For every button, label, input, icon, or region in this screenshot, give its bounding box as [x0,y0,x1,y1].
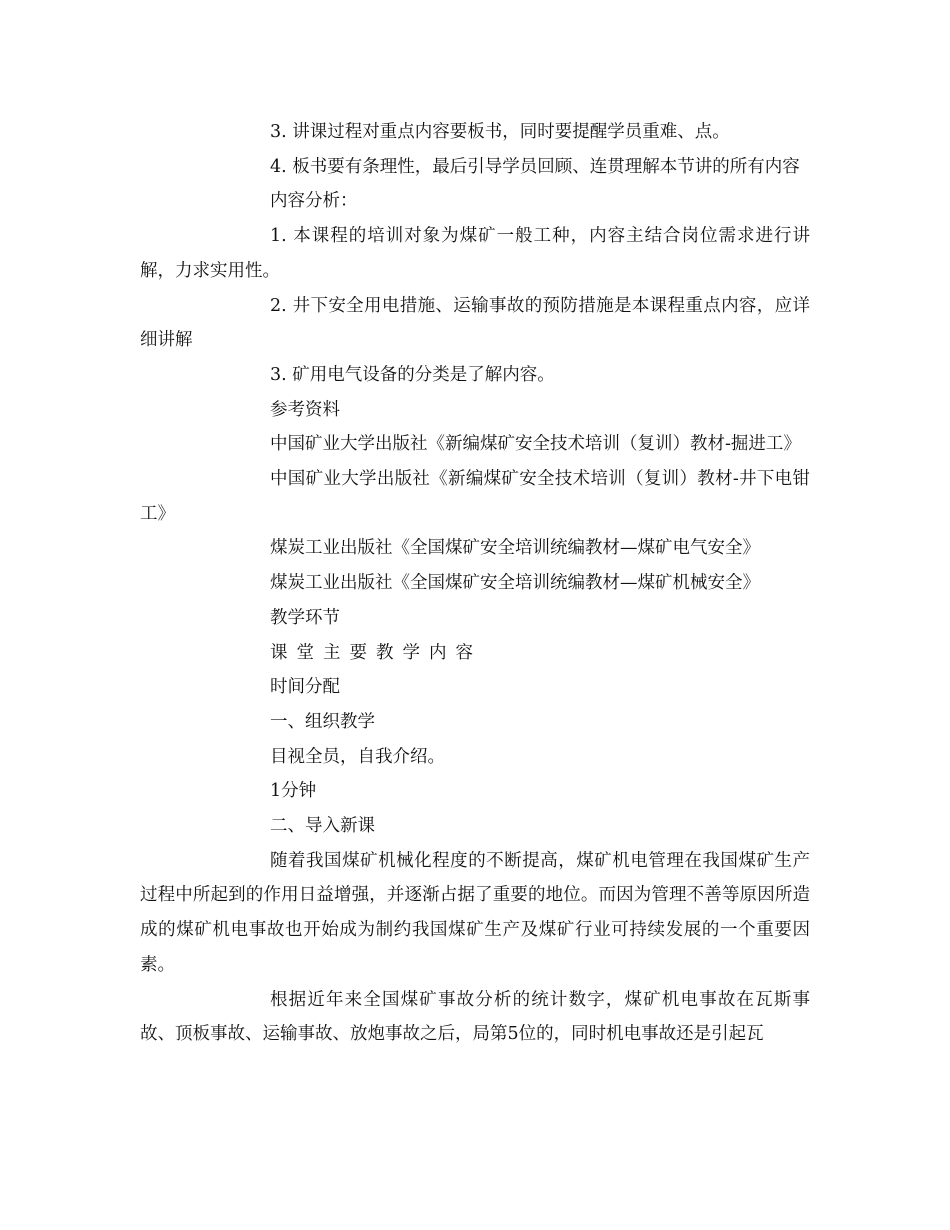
reference-item-4: 煤炭工业出版社《全国煤矿安全培训统编教材—煤矿机械安全》 [270,573,760,594]
reference-item-2: 中国矿业大学出版社《新编煤矿安全技术培训（复训）教材-井下电钳工》 [140,469,810,524]
section-heading-organize: 一、组织教学 [270,711,375,732]
section-heading-content-analysis: 内容分析： [270,191,358,212]
section-heading-introduce: 二、导入新课 [270,816,375,837]
analysis-item-3: 3. 矿用电气设备的分类是了解内容。 [270,364,555,385]
organize-duration: 1分钟 [270,781,317,802]
reference-item-1: 中国矿业大学出版社《新编煤矿安全技术培训（复训）教材-掘进工》 [270,434,801,455]
label-main-content: 课堂主要教学内容 [270,642,482,663]
body-paragraph-1: 随着我国煤矿机械化程度的不断提高，煤矿机电管理在我国煤矿生产过程中所起到的作用日益增强，并逐渐占据了重要的地位。而因为管理不善等原因所造成的煤矿机电事故也开始成为制约我国煤矿生产及煤矿行业可持续发展的一个重要因素。 [140,850,810,975]
reference-item-3: 煤炭工业出版社《全国煤矿安全培训统编教材—煤矿电气安全》 [270,538,760,559]
section-heading-references: 参考资料 [270,399,340,420]
organize-text: 目视全员，自我介绍。 [270,746,445,767]
list-item-4: 4. 板书要有条理性，最后引导学员回顾、连贯理解本节讲的所有内容 [270,156,800,177]
analysis-item-2: 2. 井下安全用电措施、运输事故的预防措施是本课程重点内容，应详细讲解 [140,295,810,351]
label-teaching-stage: 教学环节 [270,607,340,628]
analysis-item-1: 1. 本课程的培训对象为煤矿一般工种，内容主结合岗位需求进行讲解，力求实用性。 [140,226,810,281]
label-time-allocation: 时间分配 [270,677,340,698]
list-item-3: 3. 讲课过程对重点内容要板书，同时要提醒学员重难、点。 [270,122,730,142]
body-paragraph-2: 根据近年来全国煤矿事故分析的统计数字，煤矿机电事故在瓦斯事故、顶板事故、运输事故、放炮事故之后，局第5位的，同时机电事故还是引起瓦 [140,989,810,1045]
document-body [140,115,810,1052]
